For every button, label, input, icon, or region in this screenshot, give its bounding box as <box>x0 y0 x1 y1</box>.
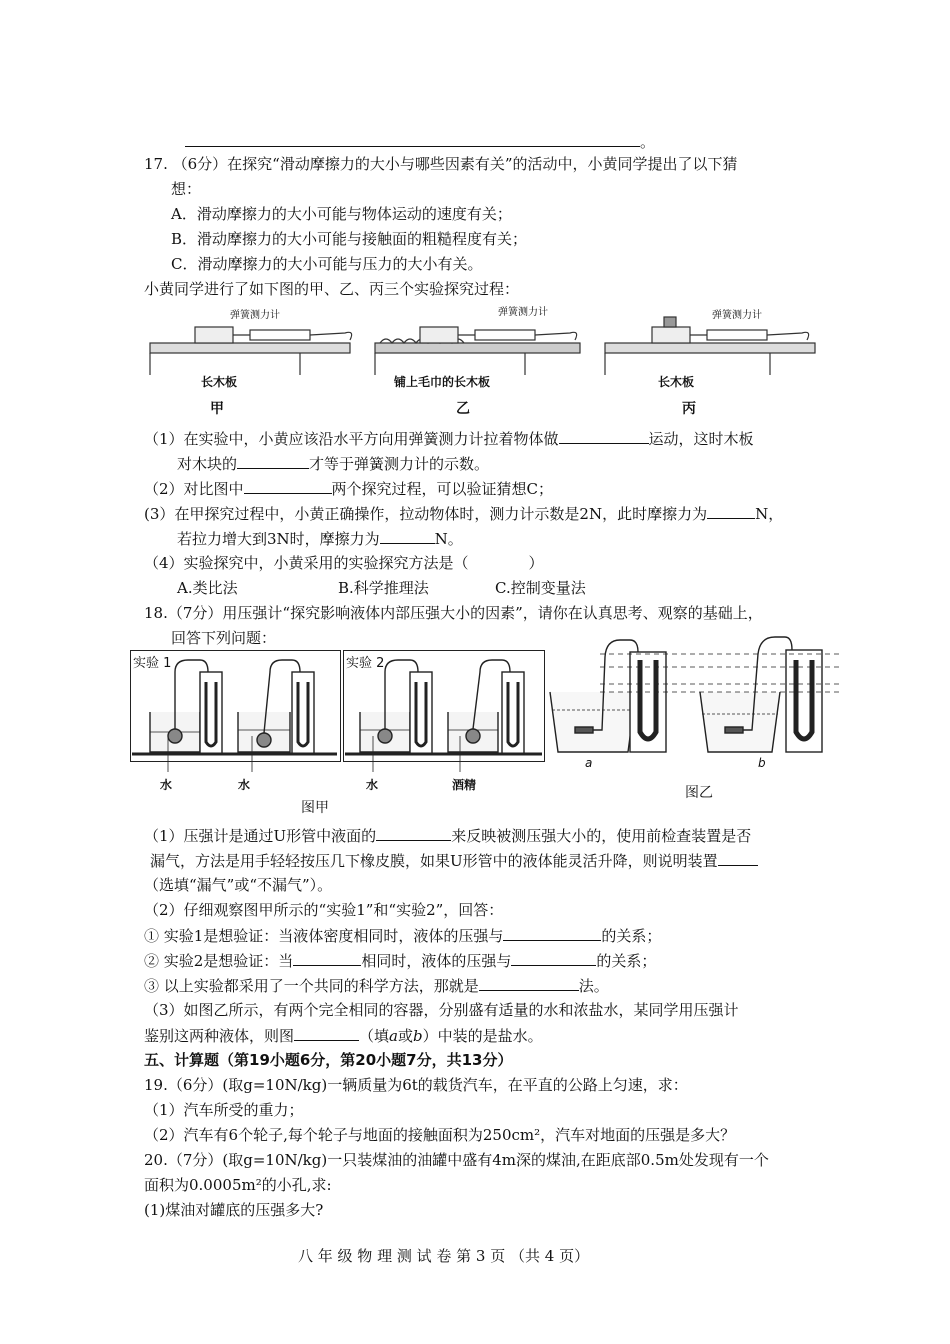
answer-blank[interactable] <box>479 975 579 991</box>
text: b <box>413 1027 423 1045</box>
text: 的关系； <box>601 927 662 945</box>
q17-part1-line1 <box>144 428 754 449</box>
answer-blank[interactable] <box>293 950 361 966</box>
q20-stem-line2: 面积为0.0005m²的小孔,求: <box>144 1176 332 1194</box>
answer-blank[interactable] <box>237 453 309 469</box>
text: （2）对比图中 <box>144 480 244 498</box>
water-label-3: 水 <box>366 778 379 792</box>
q17-part3-line1 <box>144 503 783 524</box>
beaker-b-label: b <box>758 756 766 770</box>
text: ③ 以上实验都采用了一个共同的科学方法，那就是 <box>144 977 479 995</box>
text: N。 <box>434 530 463 548</box>
text: 对木块的 <box>177 455 238 473</box>
q17-stem-line1: 17. （6分）在探究“滑动摩擦力的大小与哪些因素有关”的活动中，小黄同学提出了以下猜 <box>144 155 738 173</box>
q18-part2: （2）仔细观察图甲所示的“实验1”和“实验2”，回答： <box>144 901 504 919</box>
table-bing <box>605 317 815 375</box>
answer-blank[interactable] <box>511 950 596 966</box>
text: （1）在实验中，小黄应该沿水平方向用弹簧测力计拉着物体做 <box>144 430 559 448</box>
fig-label-jia: 甲 <box>210 401 224 417</box>
fig-label-yi: 乙 <box>456 401 470 417</box>
text: N， <box>755 505 784 523</box>
text: 法。 <box>578 977 609 995</box>
q17-intro: 小黄同学进行了如下图的甲、乙、丙三个实验探究过程： <box>144 280 520 298</box>
answer-blank[interactable] <box>244 478 332 494</box>
water-label-2: 水 <box>238 778 251 792</box>
figure-yi-caption: 图乙 <box>685 785 713 801</box>
top-answer-blank <box>185 131 655 152</box>
q18-part3-line1: （3）如图乙所示，有两个完全相同的容器，分别盛有适量的水和浓盐水，某同学用压强计 <box>144 1001 739 1019</box>
q18-part1-line2 <box>150 850 758 871</box>
q18-part3-line2 <box>144 1025 543 1046</box>
text: 若拉力增大到3N时，摩擦力为 <box>177 530 380 548</box>
text: （填 <box>359 1027 390 1045</box>
board-label-3: 长木板 <box>658 375 695 389</box>
text: ① 实验1是想验证：当液体密度相同时，液体的压强与 <box>144 927 504 945</box>
meter-label-3: 弹簧测力计 <box>712 310 762 321</box>
q17-part3-line2 <box>177 528 463 549</box>
text: 运动，这时木板 <box>648 430 754 448</box>
q17-part4: （4）实验探究中，小黄采用的实验探究方法是（ ） <box>144 554 544 572</box>
meter-label-2: 弹簧测力计 <box>498 307 548 318</box>
text: 漏气，方法是用手轻轻按压几下橡皮膜，如果U形管中的液体能灵活升降，则说明装置 <box>150 852 718 870</box>
text: 或 <box>397 1027 413 1045</box>
period: 。 <box>640 133 656 151</box>
table-jia <box>150 327 352 375</box>
answer-blank[interactable] <box>503 925 601 941</box>
q18-sub3 <box>144 975 609 996</box>
beaker-a-label: a <box>585 756 593 770</box>
q17-option-c: C．滑动摩擦力的大小可能与压力的大小有关。 <box>171 255 483 273</box>
experiment-1-label: 实验 1 <box>133 656 172 671</box>
answer-blank[interactable] <box>707 503 755 519</box>
text: （1）压强计是通过U形管中液面的 <box>144 827 377 845</box>
q18-stem-line1: 18.（7分）用压强计“探究影响液体内部压强大小的因素”，请你在认真思考、观察的基础上， <box>144 604 763 622</box>
text: 两个探究过程，可以验证猜想C； <box>331 480 554 498</box>
text: 的关系； <box>596 952 657 970</box>
alcohol-label: 酒精 <box>452 778 477 792</box>
text: (3）在甲探究过程中，小黄正确操作，拉动物体时，测力计示数是2N，此时摩擦力为 <box>144 505 708 523</box>
text: ）中装的是盐水。 <box>422 1027 543 1045</box>
water-label-1: 水 <box>160 778 173 792</box>
answer-blank[interactable] <box>559 428 649 444</box>
q17-part2 <box>144 478 553 499</box>
q17-choice-c: C.控制变量法 <box>495 579 586 597</box>
fig-label-bing: 丙 <box>682 401 696 417</box>
answer-blank[interactable] <box>294 1025 359 1041</box>
board-label-1: 长木板 <box>201 375 238 389</box>
q17-part1-line2 <box>177 453 489 474</box>
q18-stem-line2: 回答下列问题： <box>171 629 277 647</box>
page-footer: 八 年 级 物 理 测 试 卷 第 3 页 （共 4 页） <box>298 1247 590 1265</box>
text: a <box>389 1027 398 1045</box>
text: 才等于弹簧测力计的示数。 <box>309 455 490 473</box>
text: 来反映被测压强大小的，使用前检查装置是否 <box>451 827 752 845</box>
experiment-2-label: 实验 2 <box>346 656 385 671</box>
q19-part1: （1）汽车所受的重力； <box>144 1101 304 1119</box>
q18-sub1 <box>144 925 661 946</box>
q17-friction-figure <box>140 305 830 420</box>
q17-choice-b: B.科学推理法 <box>338 579 429 597</box>
meter-label-1: 弹簧测力计 <box>230 310 280 321</box>
text: 鉴别这两种液体，则图 <box>144 1027 295 1045</box>
answer-blank[interactable] <box>718 850 758 866</box>
q20-part1: (1)煤油对罐底的压强多大? <box>144 1201 324 1219</box>
q18-part1-line3: （选填“漏气”或“不漏气”）。 <box>144 876 333 894</box>
q18-sub2 <box>144 950 656 971</box>
q18-part1-line1 <box>144 825 751 846</box>
figure-jia-caption: 图甲 <box>301 800 329 816</box>
q20-stem-line1: 20.（7分）(取g=10N/kg)一只装煤油的油罐中盛有4m深的煤油,在距底部0.5m处发现有一个 <box>144 1151 769 1169</box>
q19-stem: 19.（6分）(取g=10N/kg)一辆质量为6t的载货汽车，在平直的公路上匀速，求： <box>144 1076 688 1094</box>
board-label-2: 铺上毛巾的长木板 <box>394 375 491 389</box>
text: ② 实验2是想验证：当 <box>144 952 294 970</box>
answer-blank[interactable] <box>376 825 451 841</box>
q17-stem-line2: 想： <box>171 180 202 198</box>
q17-choice-a: A.类比法 <box>177 579 238 597</box>
q17-option-a: A．滑动摩擦力的大小可能与物体运动的速度有关； <box>171 205 512 223</box>
answer-blank[interactable] <box>380 528 435 544</box>
table-yi <box>375 327 580 375</box>
text: 相同时，液体的压强与 <box>361 952 512 970</box>
q19-part2: （2）汽车有6个轮子,每个轮子与地面的接触面积为250cm²，汽车对地面的压强是多大？ <box>144 1126 736 1144</box>
q18-pressure-gauge-figure <box>130 632 850 782</box>
q17-option-b: B．滑动摩擦力的大小可能与接触面的粗糙程度有关； <box>171 230 528 248</box>
section-5-heading: 五、计算题（第19小题6分，第20小题7分，共13分） <box>144 1051 513 1069</box>
